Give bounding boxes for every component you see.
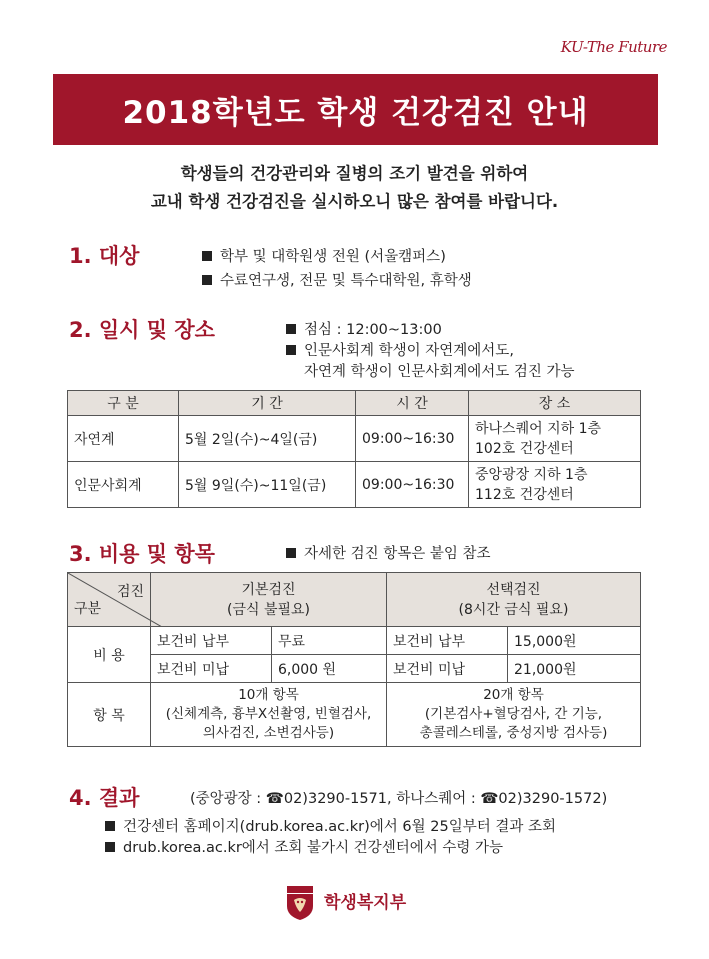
optional-items-line: (기본검사+혈당검사, 간 기능,: [424, 706, 603, 722]
cell-basic-label: 보건비 미납: [151, 655, 272, 683]
square-bullet-icon: [286, 345, 296, 355]
bullet-text: 수료연구생, 전문 및 특수대학원, 휴학생: [220, 273, 472, 289]
square-bullet-icon: [286, 548, 296, 558]
table-row: [68, 416, 641, 462]
corner-cell: [68, 573, 151, 627]
cell-time: 09:00~16:30: [356, 462, 469, 508]
square-bullet-icon: [286, 324, 296, 334]
section-4-phones: [190, 787, 607, 808]
table-row: [68, 462, 641, 508]
cell-time: 09:00~16:30: [356, 416, 469, 462]
cell-opt-label: 보건비 미납: [387, 655, 508, 683]
section-4-title: 4. 결과: [69, 786, 140, 810]
optional-items: [387, 683, 641, 747]
corner-bottom: 구분: [74, 601, 102, 617]
basic-items: [151, 683, 387, 747]
cell-period: 5월 2일(수)~4일(금): [179, 416, 356, 462]
section-2-title: 2. 일시 및 장소: [69, 318, 215, 342]
basic-header: [151, 573, 387, 627]
cell-place: [469, 462, 641, 508]
header-group: 구 분: [68, 391, 179, 416]
square-bullet-icon: [202, 275, 212, 285]
bullet-text: 건강센터 홈페이지(drub.korea.ac.kr)에서 6월 25일부터 결과 조회: [123, 819, 556, 835]
phone-prefix: (중앙광장 :: [190, 791, 266, 807]
square-bullet-icon: [105, 821, 115, 831]
corner-top: 검진: [116, 584, 144, 600]
place-line-1: 하나스퀘어 지하 1층: [475, 420, 601, 437]
cell-opt-value: 15,000원: [508, 627, 641, 655]
cell-group: 인문사회계: [68, 462, 179, 508]
place-line-2: 112호 건강센터: [475, 486, 574, 503]
place-line-2: 102호 건강센터: [475, 440, 574, 457]
bullet-text: 점심 : 12:00~13:00: [304, 322, 442, 338]
cost-label: 비 용: [68, 627, 151, 683]
phone-1: 02)3290-1571, 하나스퀘어 :: [283, 791, 481, 807]
basic-title: 기본검진: [241, 581, 296, 598]
table-row: [68, 655, 641, 683]
basic-sub: (금식 불필요): [227, 601, 310, 618]
items-label: 항 목: [68, 683, 151, 747]
cell-basic-label: 보건비 납부: [151, 627, 272, 655]
bullet-text: 학부 및 대학원생 전원 (서울캠퍼스): [220, 249, 446, 265]
footer-org-name: 학생복지부: [324, 893, 407, 913]
header-period: 기 간: [179, 391, 356, 416]
section-3-title: 3. 비용 및 항목: [69, 542, 215, 566]
section-2-bullet-1: [286, 318, 442, 339]
section-4-bullet-2: [105, 836, 503, 857]
page-title: 2018학년도 학생 건강검진 안내: [122, 95, 589, 131]
cell-opt-label: 보건비 납부: [387, 627, 508, 655]
square-bullet-icon: [202, 251, 212, 261]
schedule-table: [67, 390, 641, 508]
header-time: 시 간: [356, 391, 469, 416]
cell-basic-value: 6,000 원: [272, 655, 387, 683]
intro-line-2: 교내 학생 건강검진을 실시하오니 많은 참여를 바랍니다.: [150, 192, 559, 211]
basic-items-line: (신체계측, 흉부X선촬영, 빈혈검사,: [165, 706, 372, 722]
cell-group: 자연계: [68, 416, 179, 462]
section-2-bullet-2: [286, 339, 514, 360]
optional-header: [387, 573, 641, 627]
table-row: [68, 683, 641, 747]
section-1-bullet-2: [202, 269, 472, 290]
square-bullet-icon: [105, 842, 115, 852]
optional-items-line: 20개 항목: [483, 687, 544, 703]
korea-university-crest-icon: [286, 886, 314, 920]
intro-line-1: 학생들의 건강관리와 질병의 조기 발견을 위하여: [180, 164, 529, 183]
phone-2: 02)3290-1572): [498, 791, 608, 807]
basic-items-line: 의사검진, 소변검사등): [202, 725, 335, 741]
bullet-text: drub.korea.ac.kr에서 조회 불가시 건강센터에서 수령 가능: [123, 840, 503, 856]
optional-items-line: 총콜레스테롤, 중성지방 검사등): [419, 725, 608, 741]
phone-icon: ☎: [480, 791, 499, 807]
table-row: [68, 627, 641, 655]
section-3-note: [286, 542, 491, 563]
signature-logo: KU-The Future: [560, 38, 667, 56]
section-4-bullet-1: [105, 815, 556, 836]
basic-items-line: 10개 항목: [238, 687, 299, 703]
cell-period: 5월 9일(수)~11일(금): [179, 462, 356, 508]
phone-icon: ☎: [265, 791, 284, 807]
optional-sub: (8시간 금식 필요): [458, 601, 569, 618]
cell-basic-value: 무료: [272, 627, 387, 655]
optional-title: 선택검진: [486, 581, 541, 598]
section-2-bullet-2-cont: 자연계 학생이 인문사회계에서도 검진 가능: [304, 364, 575, 380]
cell-opt-value: 21,000원: [508, 655, 641, 683]
intro-text: [0, 160, 709, 216]
cell-place: [469, 416, 641, 462]
bullet-text: 자세한 검진 항목은 붙임 참조: [304, 546, 491, 562]
bullet-text: 인문사회계 학생이 자연계에서도,: [304, 343, 514, 359]
place-line-1: 중앙광장 지하 1층: [475, 466, 588, 483]
section-1-bullet-1: [202, 245, 446, 266]
section-1-title: 1. 대상: [69, 244, 140, 268]
cost-table: [67, 572, 641, 747]
header-place: 장 소: [469, 391, 641, 416]
title-banner: [53, 74, 658, 145]
